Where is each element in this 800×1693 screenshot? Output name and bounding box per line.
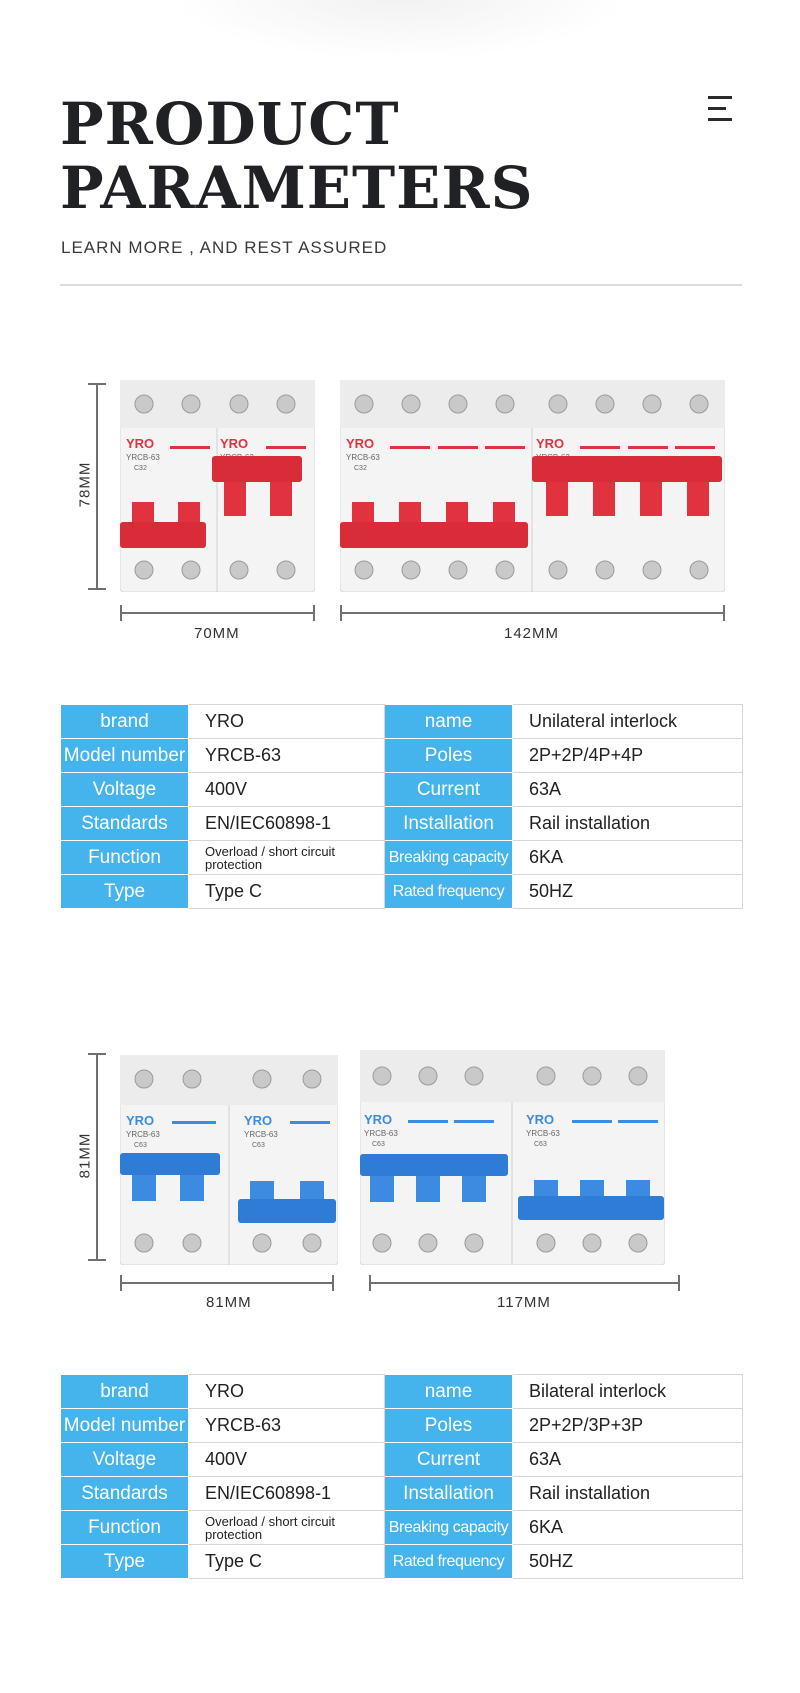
rating-label: C32: [134, 465, 147, 472]
spec-key: Model number: [61, 1409, 189, 1443]
spec-key: brand: [61, 1375, 189, 1409]
spec-row: [61, 841, 743, 875]
spec-value: Rail installation: [513, 1477, 743, 1511]
width-dimension-label: 142MM: [504, 625, 560, 642]
spec-value: 63A: [513, 1443, 743, 1477]
spec-row: [61, 739, 743, 773]
spec-value: Type C: [189, 875, 385, 909]
spec-key: Poles: [385, 739, 513, 773]
title-line-1: PRODUCT: [60, 90, 400, 158]
breaker-3p-3p-image: [360, 1050, 665, 1265]
spec-key: Standards: [61, 807, 189, 841]
spec-value: Bilateral interlock: [513, 1375, 743, 1409]
spec-key: Standards: [61, 1477, 189, 1511]
spec-value: 6KA: [513, 1511, 743, 1545]
spec-key: Function: [61, 841, 189, 875]
brand-logo: YRO: [526, 1112, 555, 1127]
rating-label: C63: [134, 1142, 147, 1149]
spec-row: [61, 1477, 743, 1511]
spec-row: [61, 1511, 743, 1545]
spec-row: [61, 705, 743, 739]
spec-value: YRCB-63: [189, 739, 385, 773]
breaker-2p-2p-image: [120, 380, 315, 592]
spec-value: 400V: [189, 773, 385, 807]
spec-key: name: [385, 705, 513, 739]
top-glow: [170, 0, 630, 60]
spec-key: Voltage: [61, 773, 189, 807]
model-label: YRCB-63: [126, 1130, 160, 1139]
spec-key: Function: [61, 1511, 189, 1545]
header-divider: [60, 284, 742, 286]
menu-icon[interactable]: [708, 96, 732, 122]
spec-key: Model number: [61, 739, 189, 773]
breaker-2p-2p-image: [120, 1055, 338, 1265]
spec-row: [61, 1375, 743, 1409]
height-dimension-line: [96, 383, 98, 590]
spec-value: YRO: [189, 705, 385, 739]
spec-key: Type: [61, 875, 189, 909]
spec-value: EN/IEC60898-1: [189, 1477, 385, 1511]
spec-key: Poles: [385, 1409, 513, 1443]
title-line-2: PARAMETERS: [60, 154, 534, 222]
spec-value: Overload / short circuit protection: [189, 1511, 385, 1545]
model-label: YRCB-63: [364, 1129, 398, 1138]
model-label: YRCB-63: [526, 1129, 560, 1138]
width-dimension-label: 117MM: [497, 1294, 551, 1311]
width-dimension-label: 70MM: [194, 625, 240, 642]
page-title: [60, 92, 533, 220]
spec-value: 2P+2P/4P+4P: [513, 739, 743, 773]
spec-row: [61, 773, 743, 807]
spec-table-2: [60, 1374, 743, 1579]
spec-value: 63A: [513, 773, 743, 807]
model-label: YRCB-63: [126, 453, 160, 462]
spec-row: [61, 1545, 743, 1579]
spec-key: brand: [61, 705, 189, 739]
spec-row: [61, 807, 743, 841]
brand-logo: YRO: [536, 436, 565, 451]
width-dimension-line: [120, 612, 315, 614]
spec-value: 6KA: [513, 841, 743, 875]
height-dimension-label: 81MM: [76, 1132, 94, 1179]
spec-table-1: [60, 704, 743, 909]
rating-label: C63: [534, 1141, 547, 1148]
brand-logo: YRO: [364, 1112, 393, 1127]
spec-row: [61, 1443, 743, 1477]
brand-logo: YRO: [220, 436, 249, 451]
width-dimension-line: [120, 1282, 334, 1284]
spec-value: YRCB-63: [189, 1409, 385, 1443]
brand-logo: YRO: [244, 1113, 273, 1128]
model-label: YRCB-63: [244, 1130, 278, 1139]
spec-value: Overload / short circuit protection: [189, 841, 385, 875]
rating-label: C63: [372, 1141, 385, 1148]
rating-label: C32: [354, 465, 367, 472]
height-dimension-line: [96, 1053, 98, 1261]
spec-key: Current: [385, 1443, 513, 1477]
spec-row: [61, 875, 743, 909]
width-dimension-line: [340, 612, 725, 614]
spec-value: Unilateral interlock: [513, 705, 743, 739]
width-dimension-label: 81MM: [206, 1294, 252, 1311]
spec-value: EN/IEC60898-1: [189, 807, 385, 841]
spec-key: Installation: [385, 807, 513, 841]
page-subtitle: LEARN MORE , AND REST ASSURED: [61, 238, 388, 257]
rating-label: C63: [252, 1142, 265, 1149]
breaker-4p-4p-image: [340, 380, 725, 592]
spec-key: Voltage: [61, 1443, 189, 1477]
spec-key: Rated frequency: [385, 875, 513, 909]
spec-value: 50HZ: [513, 875, 743, 909]
spec-row: [61, 1409, 743, 1443]
brand-logo: YRO: [126, 436, 155, 451]
brand-logo: YRO: [346, 436, 375, 451]
brand-logo: YRO: [126, 1113, 155, 1128]
spec-value: 400V: [189, 1443, 385, 1477]
spec-key: name: [385, 1375, 513, 1409]
spec-value: YRO: [189, 1375, 385, 1409]
spec-value: 2P+2P/3P+3P: [513, 1409, 743, 1443]
width-dimension-line: [369, 1282, 680, 1284]
spec-key: Breaking capacity: [385, 841, 513, 875]
spec-key: Rated frequency: [385, 1545, 513, 1579]
spec-key: Current: [385, 773, 513, 807]
spec-value: Type C: [189, 1545, 385, 1579]
spec-value: Rail installation: [513, 807, 743, 841]
spec-key: Type: [61, 1545, 189, 1579]
model-label: YRCB-63: [346, 453, 380, 462]
spec-key: Breaking capacity: [385, 1511, 513, 1545]
spec-key: Installation: [385, 1477, 513, 1511]
height-dimension-label: 78MM: [76, 461, 94, 508]
spec-value: 50HZ: [513, 1545, 743, 1579]
